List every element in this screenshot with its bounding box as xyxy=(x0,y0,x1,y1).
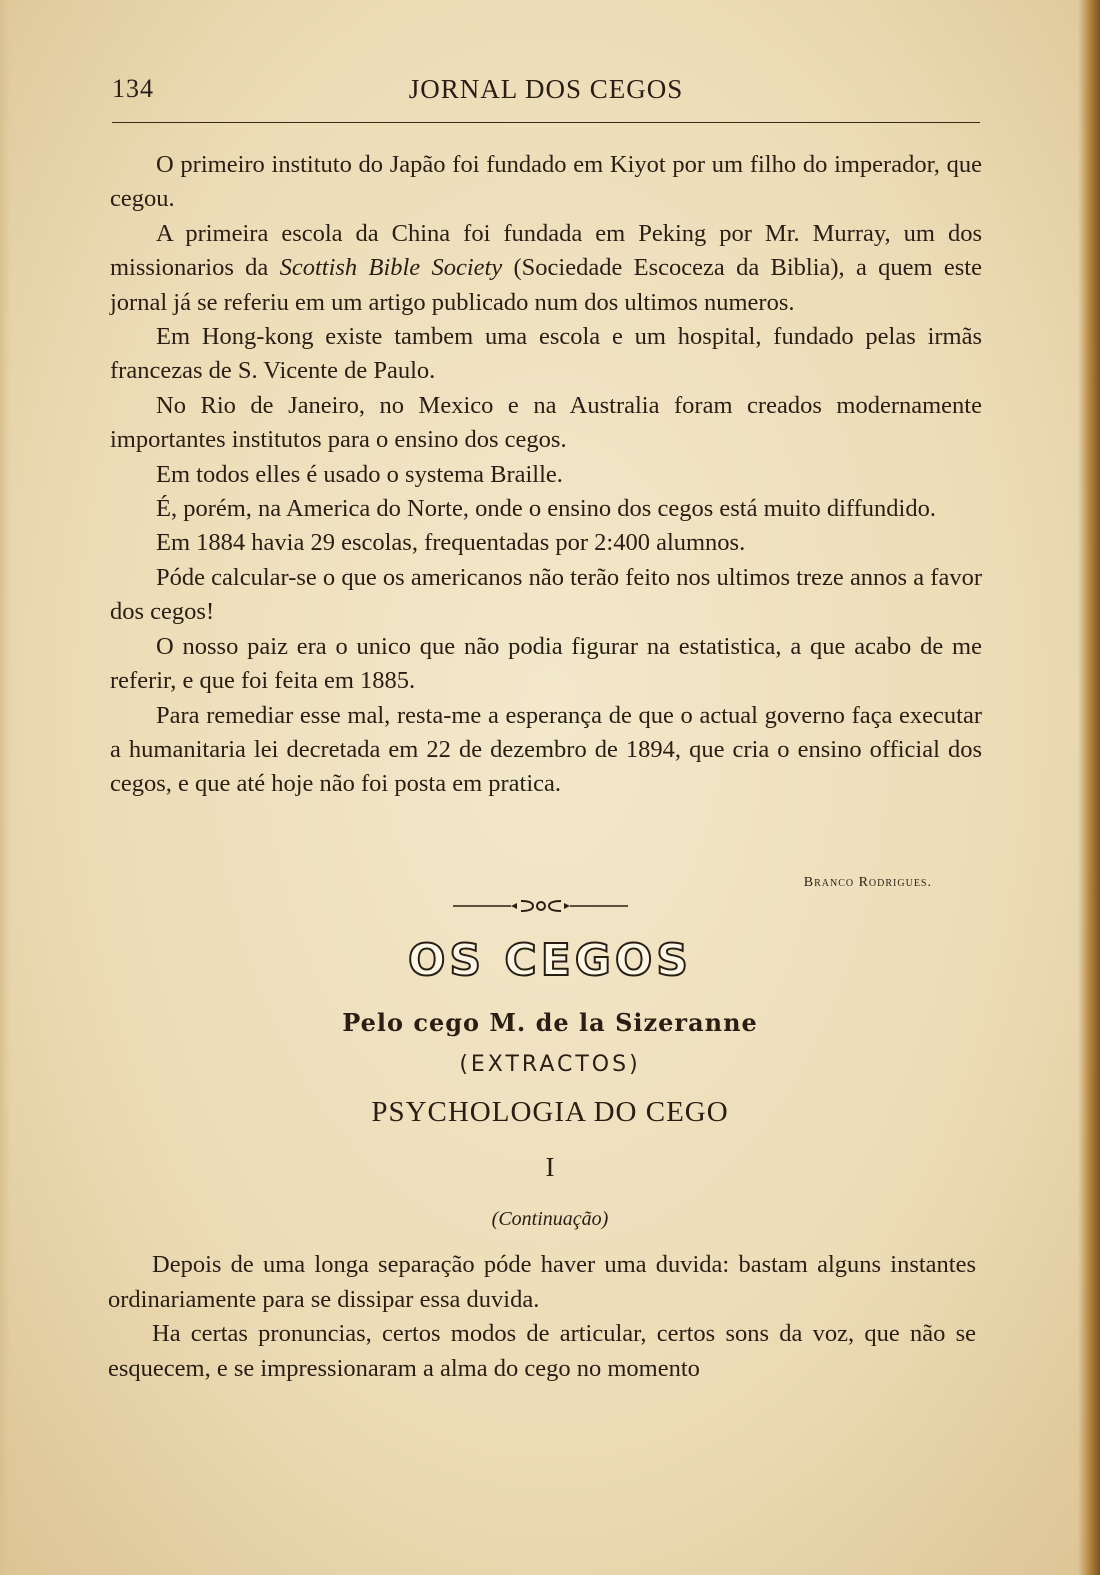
paragraph: O nosso paiz era o unico que não podia figurar na estatistica, a que acabo de me referir, e que foi feita em 1885. xyxy=(110,632,982,695)
running-title: JORNAL DOS CEGOS xyxy=(408,74,684,104)
page-number: 134 xyxy=(112,74,154,103)
paragraph-text: (Sociedade Escoceza da Biblia), a quem este jornal já se referiu em um artigo publicado num dos ultimos numeros. xyxy=(110,254,982,316)
paragraph: Em Hong-kong existe tambem uma escola e um hospital, fundado pelas irmãs francezas de S. Vicente de Paulo. xyxy=(110,323,982,385)
paragraph xyxy=(110,217,982,320)
paragraph: Em 1884 havia 29 escolas, frequentadas por 2:400 alumnos. xyxy=(156,529,746,557)
article-body xyxy=(110,148,982,802)
article-byline: Pelo cego M. de la Sizeranne xyxy=(342,1008,758,1037)
paragraph-text: A primeira escola da China foi fundada em Peking por Mr. Murray, um dos missionarios da xyxy=(110,219,982,282)
article2-body xyxy=(108,1248,976,1386)
page-left-edge xyxy=(0,0,10,1575)
paragraph: Póde calcular-se o que os americanos não terão feito nos ultimos treze annos a favor dos cegos! xyxy=(110,563,982,626)
article-title: OS CEGOS xyxy=(408,935,692,986)
paragraph: É, porém, na America do Norte, onde o ensino dos cegos está muito diffundido. xyxy=(156,495,936,523)
section-divider-ornament xyxy=(453,896,628,916)
page-right-edge xyxy=(1078,0,1100,1575)
article-subtitle: (EXTRACTOS) xyxy=(459,1052,641,1077)
italic-society-name: Scottish Bible Society xyxy=(279,254,503,282)
paragraph: Para remediar esse mal, resta-me a esperança de que o actual governo faça executar a humanitaria lei decretada em 22 de dezembro de 1894, que cria o ensino official dos cegos, e que até hoje não foi posta em pratica. xyxy=(110,701,982,798)
paragraph: O primeiro instituto do Japão foi fundado em Kiyot por um filho do imperador, que cegou. xyxy=(110,151,982,213)
author-signature: Branco Rodrigues. xyxy=(803,875,932,890)
continuation-note: (Continuação) xyxy=(491,1208,609,1230)
paragraph: No Rio de Janeiro, no Mexico e na Australia foram creados modernamente importantes institutos para o ensino dos cegos. xyxy=(110,391,982,454)
paragraph: Depois de uma longa separação póde haver uma duvida: bastam alguns instantes ordinariamente para se dissipar essa duvida. xyxy=(108,1251,976,1313)
section-title: PSYCHOLOGIA DO CEGO xyxy=(371,1096,729,1128)
paragraph: Em todos elles é usado o systema Braille. xyxy=(156,460,563,488)
paragraph: Ha certas pronuncias, certos modos de articular, certos sons da voz, que não se esquecem, e se impressionaram a alma do cego no momento xyxy=(108,1320,976,1382)
header-rule xyxy=(112,122,980,123)
section-number: I xyxy=(545,1152,555,1182)
page-header xyxy=(112,70,980,114)
